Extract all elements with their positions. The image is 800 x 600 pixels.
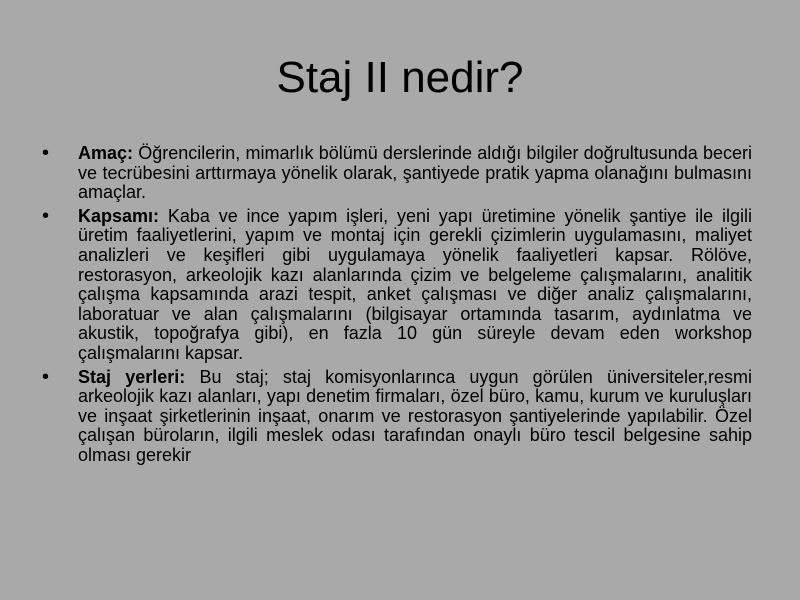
bullet-text: Bu staj; staj komisyonlarınca uygun görülen üniversiteler,resmi arkeolojik kazı alanları, yapı denetim firmaları, özel büro, kamu, kurum ve kuruluşları ve inşaat şirketlerinin inşaat, onarım ve restorasyon şantiyelerinde yapılabilir. Özel çalışan büroların, ilgili meslek odası tarafından onaylı büro tescil belgesine sahip olması gerekir <box>78 366 752 465</box>
bullet-item-kapsami <box>42 204 752 364</box>
bullet-marker-icon: • <box>42 365 50 388</box>
bullet-label: Kapsamı: <box>78 205 160 226</box>
bullet-item-staj-yerleri <box>42 365 752 466</box>
bullet-text: Öğrencilerin, mimarlık bölümü derslerinde aldığı bilgiler doğrultusunda beceri ve tecrübesini arttırmaya yönelik olarak, şantiyede pratik yapma olanağını bulmasını amaçlar. <box>78 143 752 203</box>
bullet-marker-icon: • <box>42 142 50 164</box>
bullet-marker-icon: • <box>42 204 50 227</box>
bullet-list <box>42 144 752 470</box>
bullet-item-amac <box>42 144 752 203</box>
bullet-text: Kaba ve ince yapım işleri, yeni yapı üretimine yönelik şantiye ile ilgili üretim faaliyetlerini, yapım ve montaj için gerekli çizimlerin uygulamasını, maliyet analizleri ve keşifleri gibi uygulamaya yönelik faaliyetleri kapsar. Rölöve, restorasyon, arkeolojik kazı alanlarında çizim ve belgeleme çalışmalarını, analitik çalışma kapsamında arazi tespit, anket çalışması ve diğer analiz çalışmalarını, laboratuar ve alan çalışmalarını (bilgisayar ortamında tasarım, aydınlatma ve akustik, topoğrafya gibi), en fazla 10 gün süreyle devam eden workshop çalışmalarını kapsar. <box>78 205 752 363</box>
bullet-label: Amaç: <box>78 143 134 163</box>
bullet-label: Staj yerleri: <box>78 366 186 387</box>
slide-title: Staj II nedir? <box>276 53 524 102</box>
